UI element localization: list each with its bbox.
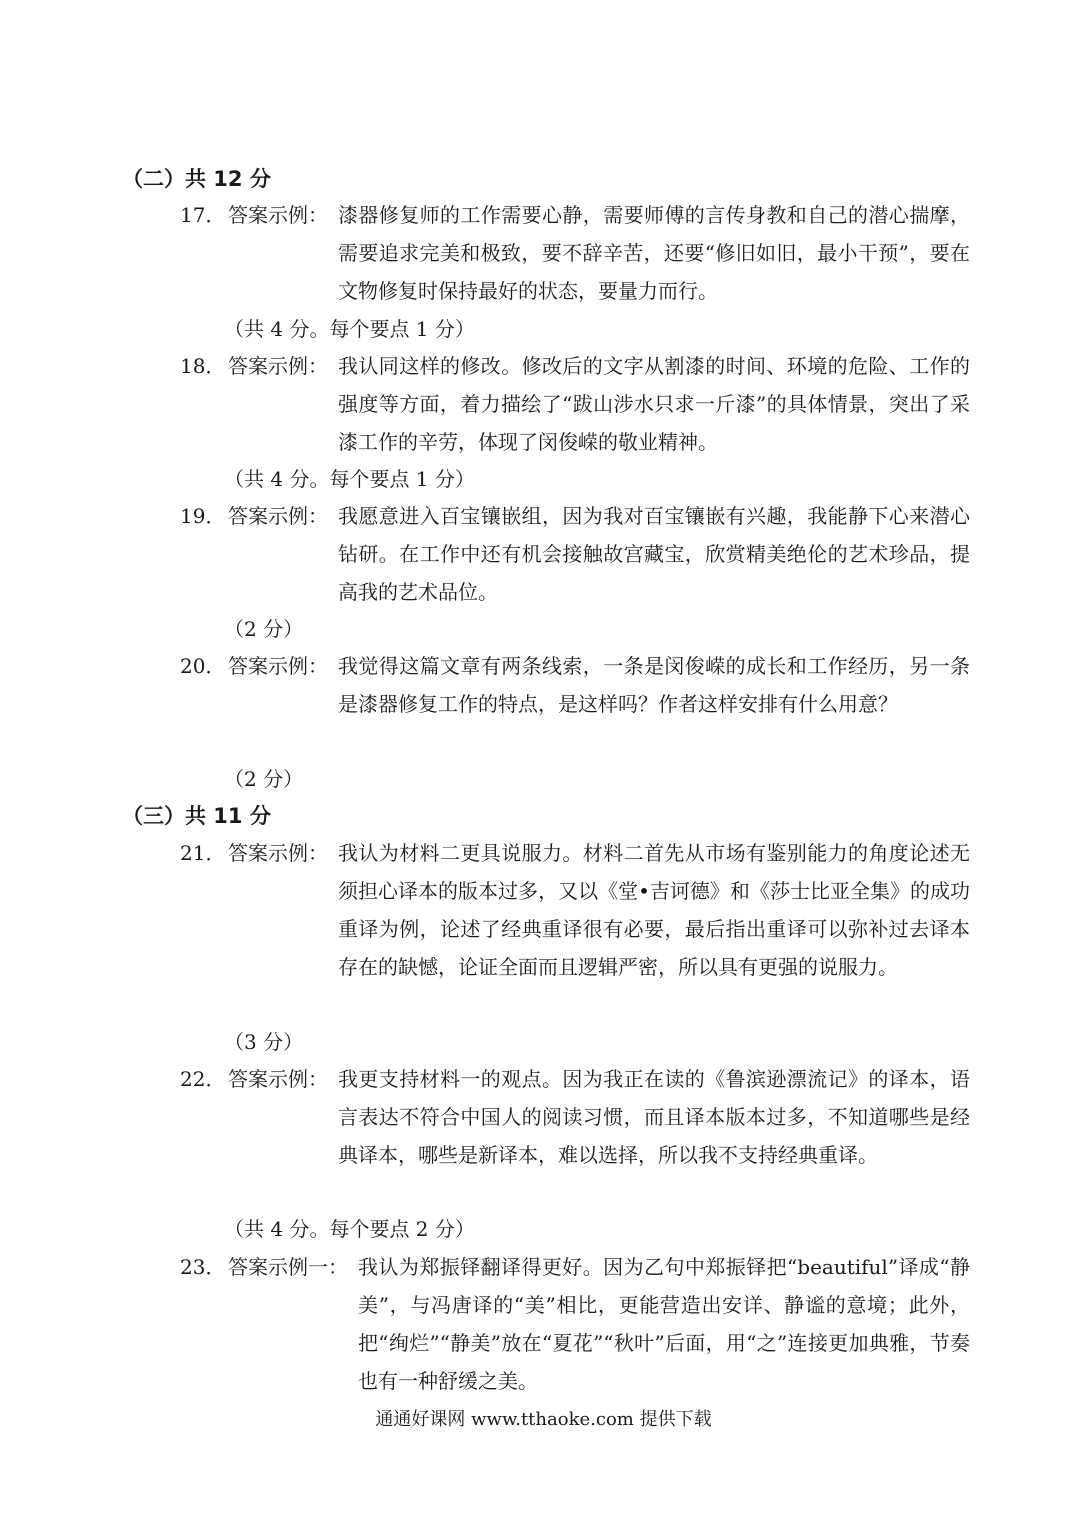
section-heading-3: （三）共 11 分: [122, 804, 271, 828]
score-note-21: （3 分）: [224, 1030, 304, 1054]
question-20: [180, 647, 970, 723]
score-note-18: （共 4 分。每个要点 1 分）: [224, 467, 475, 491]
answer-text: 我认同这样的修改。修改后的文字从割漆的时间、环境的危险、工作的强度等方面，着力描绘了“跋山涉水只求一斤漆”的具体情景，突出了采漆工作的辛劳，体现了闵俊嵘的敬业精神。: [338, 354, 970, 454]
question-number: 20．: [180, 654, 226, 678]
answer-prefix: 答案示例：: [228, 1067, 328, 1091]
answer-prefix: 答案示例：: [228, 203, 328, 227]
answer-prefix: 答案示例：: [228, 504, 328, 528]
answer-text: 我愿意进入百宝镶嵌组，因为我对百宝镶嵌有兴趣，我能静下心来潜心钻研。在工作中还有机会接触故宫藏宝，欣赏精美绝伦的艺术珍品，提高我的艺术品位。: [338, 504, 970, 604]
answer-prefix: 答案示例：: [228, 841, 328, 865]
question-number: 22．: [180, 1067, 226, 1091]
score-note-19: （2 分）: [224, 617, 304, 641]
answer-prefix: 答案示例：: [228, 654, 328, 678]
question-number: 19．: [180, 504, 226, 528]
question-18: [180, 347, 970, 461]
question-19: [180, 497, 970, 611]
answer-prefix: 答案示例：: [228, 354, 328, 378]
score-note-20: （2 分）: [224, 767, 304, 791]
section-heading-2: （二）共 12 分: [122, 167, 271, 191]
answer-text: 我认为材料二更具说服力。材料二首先从市场有鉴别能力的角度论述无须担心译本的版本过多，又以《堂•吉诃德》和《莎士比亚全集》的成功重译为例，论述了经典重译很有必要，最后指出重译可以弥补过去译本存在的缺憾，论证全面而且逻辑严密，所以具有更强的说服力。: [338, 841, 970, 979]
question-21: [180, 834, 970, 986]
question-number: 21．: [180, 841, 226, 865]
question-17: [180, 196, 970, 310]
question-23: [180, 1248, 970, 1400]
answer-text: 漆器修复师的工作需要心静，需要师傅的言传身教和自己的潜心揣摩，需要追求完美和极致，要不辞辛苦，还要“修旧如旧，最小干预”，要在文物修复时保持最好的状态，要量力而行。: [338, 203, 970, 303]
answer-prefix: 答案示例一：: [228, 1255, 348, 1279]
score-note-22: （共 4 分。每个要点 2 分）: [224, 1217, 475, 1241]
question-22: [180, 1060, 970, 1174]
score-note-17: （共 4 分。每个要点 1 分）: [224, 317, 475, 341]
question-number: 17．: [180, 203, 226, 227]
question-number: 18．: [180, 354, 226, 378]
question-number: 23．: [180, 1255, 226, 1279]
answer-text: 我更支持材料一的观点。因为我正在读的《鲁滨逊漂流记》的译本，语言表达不符合中国人的阅读习惯，而且译本版本过多，不知道哪些是经典译本，哪些是新译本，难以选择，所以我不支持经典重译。: [338, 1067, 970, 1167]
answer-text: 我认为郑振铎翻译得更好。因为乙句中郑振铎把“beautiful”译成“静美”，与冯唐译的“美”相比，更能营造出安详、静谧的意境；此外，把“绚烂”“静美”放在“夏花”“秋叶”后面，用“之”连接更加典雅，节奏也有一种舒缓之美。: [358, 1255, 970, 1393]
answer-text: 我觉得这篇文章有两条线索，一条是闵俊嵘的成长和工作经历，另一条是漆器修复工作的特点，是这样吗？作者这样安排有什么用意？: [338, 654, 970, 716]
page-footer: 通通好课网 www.tthaoke.com 提供下载: [375, 1409, 712, 1430]
